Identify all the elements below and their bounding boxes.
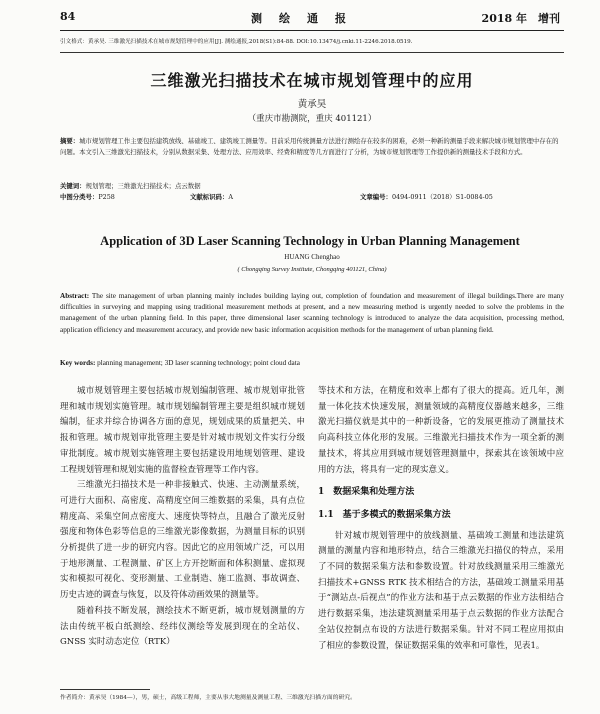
- clc-number: 中图分类号：P258: [60, 193, 115, 201]
- author-footnote: 作者简介：黄承昊（1984—），男，硕士，高级工程师，主要从事大地测量及测量工程、三维激光扫描方面的研究。: [60, 695, 356, 701]
- body-column-right: [318, 384, 564, 654]
- affiliation-en: ( Chongqing Survey Institute, Chongqing 401121, China): [237, 266, 387, 273]
- keywords-zh: [60, 181, 560, 191]
- document-code: 文献标识码：A: [190, 193, 233, 201]
- journal-name: 测 绘 通 报: [251, 12, 349, 25]
- keywords-zh-text: 规划管理；三维激光扫描技术；点云数据: [85, 182, 201, 190]
- article-number: 文章编号：0494-0911（2018）S1-0084-05: [360, 193, 493, 201]
- keywords-en-text: planning management; 3D laser scanning technology; point cloud data: [95, 359, 300, 367]
- body-paragraph: 随着科技不断发展，测绘技术不断更新，城市规划测量的方法由传统平板白纸测绘、经纬仪测绘等发展到现在的全站仪、GNSS 实时动态定位（RTK）: [60, 605, 305, 648]
- footnote-rule: [60, 689, 150, 690]
- body-paragraph: 三维激光扫描技术是一种非接触式、快速、主动测量系统，可进行大面积、高密度、高精度空间三维数据的采集，具有点位精度高、采集空间点密度大、速度快等特点，且融合了激光反射强度和物体色彩等信息的三维激光影像数据，为测量目标的识别分析提供了进一步的研究内容。因此它的应用领域广泛，可以用于地形测量、工程测量、矿区上方开挖断面和体积测量、虚拟现实和模拟可视化、变形测量、工业制造、施工监测、事故调查、历史古迹的调查与恢复，以及符体动画效果的测量等。: [60, 480, 305, 601]
- section-heading-1-1: 1.1 基于多模式的数据采集方法: [318, 509, 451, 520]
- body-paragraph: 针对城市规划管理中的放线测量、基础竣工测量和违法建筑测量的测量内容和地形特点，结合三维激光扫描仪的特点，采用了不同的数据采集方法和参数设置。针对放线测量采用三维激光扫描技术+GNSS RTK 技术相结合的方法，基础竣工测量采用基于“测站点-后视点”的作业方法和基于点云数据的作业方法相结合进行数据采集，违法建筑测量采用基于点云数据的作业方法配合全站仪控制点布设的方法进行数据采集。针对不同工程应用拟由了相应的参数设置，保证数据采集的效率和可靠性，见表1。: [318, 530, 564, 651]
- keywords-zh-label: 关键词：: [60, 182, 86, 190]
- citation-format: 引文格式：黄承昊. 三维激光扫描技术在城市规划管理中的应用[J]. 测绘通报,2018(S1):84-88. DOI:10.13474/j.cnki.11-2246.2018.0519.: [60, 39, 413, 45]
- abstract-en-label: Abstract:: [60, 292, 90, 300]
- abstract-zh: [60, 136, 560, 157]
- body-paragraph: 城市规划管理主要包括城市规划编制管理、城市规划审批管理和城市规划实施管理。城市规划编制管理主要是组织城市规划编制，征求并综合协调各方面的意见，规划成果的质量把关、申报和管理。城市规划审批管理主要是针对城市规划文件实行分级审批制度。城市规划实施管理主要包括建设用地规划管理、建设工程规划管理和规划实施的监督检查管理等工作内容。: [60, 386, 305, 475]
- page-number: 84: [60, 10, 76, 23]
- affiliation-zh: （重庆市勘测院，重庆 401121）: [247, 114, 377, 124]
- abstract-en-text: The site management of urban planning mainly includes building laying out, completion of foundation and measurement of illegal buildings.There are many difficulties in surveying and mapping using traditional measurement methods at present, and a new measuring method is urgently needed to solve the problems in the management of the urban planning field. In this paper, three dimensional laser scanning technology is introduced to analyze the data acquisition, processing method, application efficiency and measurement accuracy, and provide new basic information acquisition methods for the management of urban planning field.: [60, 292, 564, 334]
- body-column-left: [60, 384, 305, 651]
- header-rule: [60, 30, 564, 31]
- keywords-en: [60, 358, 564, 368]
- citation-rule: [60, 52, 564, 53]
- author-zh: 黄承昊: [297, 99, 327, 110]
- abstract-zh-label: 摘要：: [60, 137, 80, 145]
- keywords-en-label: Key words:: [60, 359, 96, 367]
- title-zh: 三维激光扫描技术在城市规划管理中的应用: [150, 71, 474, 90]
- abstract-zh-text: 城市规划管理工作主要包括建筑放线、基础竣工、建筑竣工测量等。目前采用传统测量方法进行测绘存在较多的困难，必须一种新的测量手段来解决城市规划管理中存在的问题。本文引入三维激光扫描技术，分别从数据采集、处理方法、应用效率、经费和精度等几方面进行了分析，为城市规划管理等工作提供新的测量技术手段和方式。: [60, 137, 559, 156]
- section-heading-1: 1 数据采集和处理方法: [318, 487, 415, 498]
- abstract-en: [60, 291, 564, 336]
- issue-label: 2018 年 增刊: [481, 12, 560, 25]
- title-en: Application of 3D Laser Scanning Technology in Urban Planning Management: [100, 234, 520, 248]
- body-paragraph: 等技术和方法，在精度和效率上都有了很大的提高。近几年，测量一体化技术快速发展，测量领域的高精度仪器越来越多，三维激光扫描仪就是其中的一种新设备，它的发展更推动了测量技术向高科技立体化形的发展。三维激光扫描技术作为一项全新的测量技术，将其应用到城市规划管理测量中，探索其在该领域中应用的方法，将具有一定的现实意义。: [318, 386, 564, 475]
- author-en: HUANG Chenghao: [284, 253, 340, 261]
